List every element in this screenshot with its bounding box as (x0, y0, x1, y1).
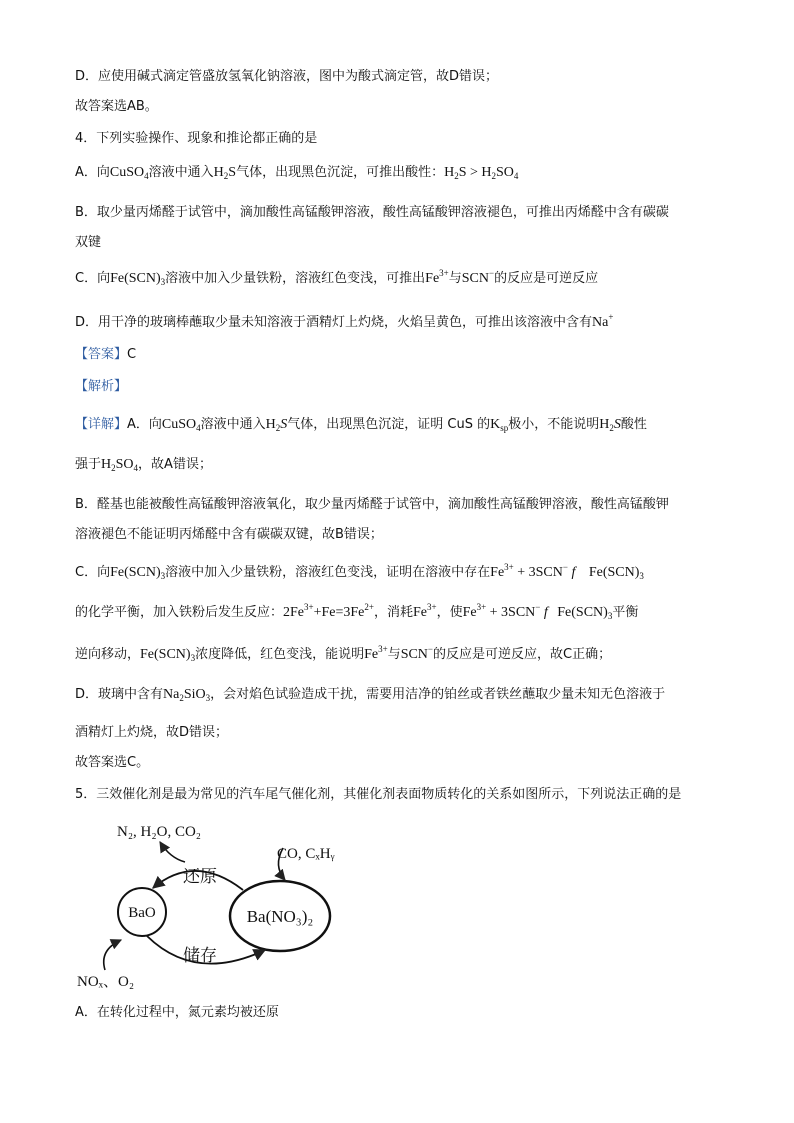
question-4-stem: 4．下列实验操作、现象和推论都正确的是 (75, 131, 318, 146)
question-4-option-b: B．取少量丙烯醛于试管中，滴加酸性高锰酸钾溶液，酸性高锰酸钾溶液褪色，可推出丙烯醛中含有碳碳 (75, 205, 669, 220)
nox-label: NOₓ、O₂ (77, 974, 135, 990)
question-5-option-a: A．在转化过程中，氮元素均被还原 (75, 1005, 279, 1020)
question-4-option-b-cont: 双键 (75, 235, 102, 250)
detail-c-line-3: 逆向移动，$Fe(SCN)_3$浓度降低，红色变浅，能说明$Fe^{3+}$与SCN−的反应是可逆反应，故C正确； (75, 644, 612, 663)
detail-b-line-1: B．醛基也能被酸性高锰酸钾溶液氧化，取少量丙烯醛于试管中，滴加酸性高锰酸钾溶液，酸性高锰酸钾 (75, 497, 669, 512)
detail-a-line-1: 【详解】A．向CuSO$_4$溶液中通入$H_2S$气体，出现黑色沉淀，证明 CuS 的$K_{sp}$极小，不能说明$H_2S$酸性 (75, 417, 647, 433)
bao-label: BaO (128, 905, 156, 921)
question-4-option-c: C．向$Fe(SCN)_3$溶液中加入少量铁粉，溶液红色变浅，可推出$Fe^{3+}$与SCN−的反应是可逆反应 (75, 268, 599, 287)
reductant-label: CO, CₓHᵧ (277, 846, 335, 862)
question-4-option-d: D．用干净的玻璃棒蘸取少量未知溶液于酒精灯上灼烧，火焰呈黄色，可推出该溶液中含有Na+ (75, 312, 614, 330)
analysis-heading: 【解析】 (75, 379, 128, 394)
question-5-stem: 5．三效催化剂是最为常见的汽车尾气催化剂，其催化剂表面物质转化的关系如图所示，下列说法正确的是 (75, 787, 682, 802)
storage-label: 储存 (183, 946, 217, 966)
detail-a-line-2: 强于$H_2SO_4$，故A错误； (75, 457, 212, 473)
detail-d-line-2: 酒精灯上灼烧，故D错误； (75, 725, 229, 740)
detail-c-line-2: 的化学平衡，加入铁粉后发生反应：$2Fe^{3+}+Fe=3Fe^{2+}$，消耗$Fe^{3+}$，使$Fe^{3+} + 3SCN^-$ f $Fe(SCN)_3$平衡 (75, 602, 639, 621)
prev-answer-d: D．应使用碱式滴定管盛放氢氧化钠溶液，图中为酸式滴定管，故D错误； (75, 69, 499, 84)
products-arrow (160, 842, 185, 862)
nox-arrow (104, 940, 121, 970)
products-label: N₂, H₂O, CO₂ (117, 824, 202, 840)
detail-c-line-1: C．向$Fe(SCN)_3$溶液中加入少量铁粉，溶液红色变浅，证明在溶液中存在$Fe^{3+} + 3SCN^-$ f $Fe(SCN)_3$ (75, 562, 644, 581)
ba-nitrate-label: Ba(NO₃)₂ (246, 907, 314, 926)
detail-summary: 故答案选C。 (75, 755, 150, 770)
prev-answer-summary: 故答案选AB。 (75, 99, 158, 114)
detail-d-line-1: D．玻璃中含有$Na_2SiO_3$，会对焰色试验造成干扰，需要用洁净的铂丝或者铁丝蘸取少量未知无色溶液于 (75, 687, 666, 703)
detail-b-line-2: 溶液褪色不能证明丙烯醛中含有碳碳双键，故B错误； (75, 527, 383, 542)
question-4-option-a: A．向CuSO$_4$溶液中通入$H_2S$气体，出现黑色沉淀，可推出酸性：$H_2S > H_2SO_4$ (75, 165, 519, 181)
reduction-label: 还原 (183, 867, 217, 887)
catalyst-cycle-diagram (75, 808, 375, 998)
answer-line: 【答案】C (75, 347, 137, 362)
